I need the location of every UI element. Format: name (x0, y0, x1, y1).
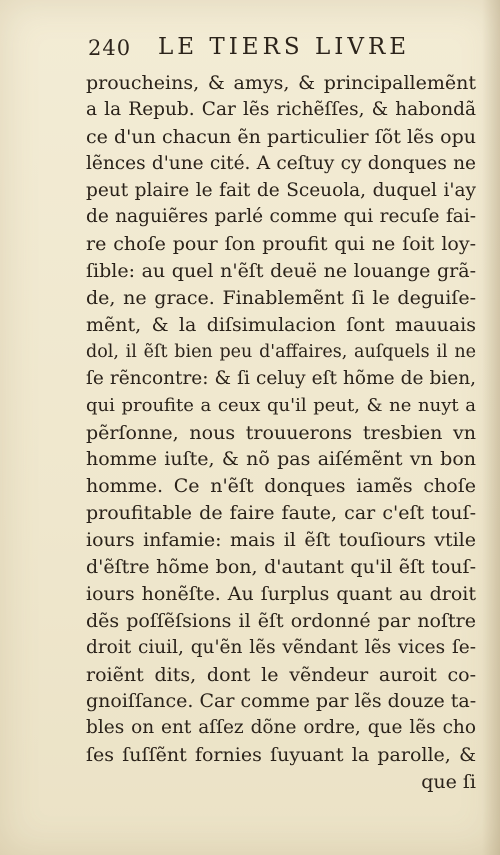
text-line: d'ẽſtre hõme bon, d'autant qu'il ẽſt touſ- (86, 556, 476, 579)
page-edge-shadow (482, 0, 500, 855)
text-line: gnoiſſance. Car comme par lẽs douze ta- (86, 690, 477, 713)
text-line: lẽnces d'une cité. A ceſtuy cy donques ne (86, 152, 476, 174)
running-head: LE TIERS LIVRE (158, 34, 411, 60)
text-line: ſes ſuſſẽnt fornies ſuyuant la parolle, & (86, 744, 476, 767)
text-line: ſible: au quel n'ẽſt deuë ne louange grã- (86, 260, 476, 283)
text-line: re choſe pour ſon proufit qui ne ſoit loy- (86, 233, 476, 256)
text-line: peut plaire le fait de Sceuola, duquel i'ay (86, 179, 476, 201)
text-line: ce d'un chacun ẽn particulier ſõt lẽs opu (86, 125, 476, 148)
text-line: droit ciuil, qu'ẽn lẽs vẽndant lẽs vices ſe- (86, 636, 476, 658)
text-line: proufitable de faire faute, car c'eſt touſ- (86, 502, 476, 525)
text-line: de naguiẽres parlé comme qui recuſe fai- (86, 206, 476, 228)
text-line: a la Repub. Car lẽs richẽſſes, & habondã (86, 98, 476, 120)
text-line: mẽnt, & la diſsimulacion ſont mauuais (86, 314, 476, 337)
text-line: bles on ent aſſez dõne ordre, que lẽs cho (86, 717, 476, 739)
page-number: 240 (88, 36, 132, 60)
text-line: proucheins, & amys, & principallemẽnt (86, 72, 476, 94)
text-line: dol, il ẽſt bien peu d'affaires, auſquels il ne (86, 341, 476, 362)
body-text (86, 70, 476, 796)
text-line: iours honẽſte. Au ſurplus quant au droit (86, 582, 476, 605)
text-line: qui proufite a ceux qu'il peut, & ne nuyt a (86, 394, 476, 416)
text-line: pẽrſonne, nous trouuerons tresbien vn (86, 421, 476, 444)
text-line: que ſi (421, 771, 476, 794)
text-line: de, ne grace. Finablemẽnt ſi le deguiſe- (86, 287, 476, 310)
page-header (88, 34, 418, 66)
text-line: dẽs poſſẽſsions il ẽſt ordonné par noſtre (86, 609, 476, 632)
text-line: ſe rẽncontre: & ſi celuy eſt hõme de bien, (86, 367, 476, 389)
text-line: roiẽnt dits, dont le vẽndeur auroit co- (86, 663, 476, 686)
text-line: iours infamie: mais il ẽſt touſiours vtile (86, 529, 476, 552)
text-line: homme iuſte, & nõ pas aiſémẽnt vn bon (86, 448, 476, 471)
text-line: homme. Ce n'ẽſt donques iamẽs choſe (86, 475, 476, 498)
